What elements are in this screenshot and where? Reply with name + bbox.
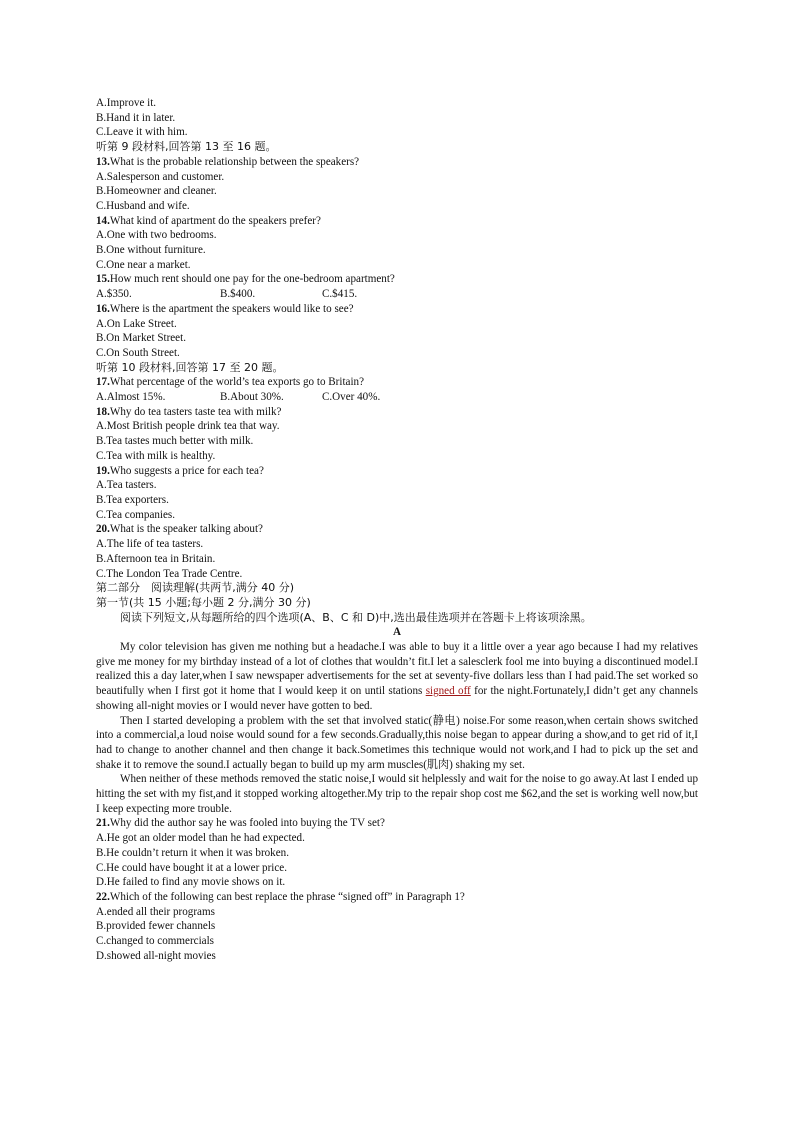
q20-text: What is the speaker talking about? [109,523,263,536]
q13-option-b: B.Homeowner and cleaner. [96,185,217,198]
q19-number: 19. [96,464,110,477]
q18-option-c: C.Tea with milk is healthy. [96,449,216,462]
q17-option-b: B.About 30%. [220,391,284,404]
q22-option-d: D.showed all-night movies [96,949,216,962]
q13-option-c: C.Husband and wife. [96,199,190,212]
section9-instruction: 听第 9 段材料,回答第 13 至 16 题。 [96,140,277,154]
passage-label: A [392,626,401,639]
q18-option-a: A.Most British people drink tea that way. [96,420,280,433]
question-13 [96,155,698,170]
q21-text: Why did the author say he was fooled into buying the TV set? [109,817,385,830]
q15-option-c: C.$415. [322,288,358,301]
q19-text: Who suggests a price for each tea? [109,464,264,477]
q16-text: Where is the apartment the speakers would like to see? [109,302,354,315]
question-14 [96,214,698,229]
q21-number: 21. [96,817,110,830]
q20-option-b: B.Afternoon tea in Britain. [96,552,216,565]
section1-title: 第一节(共 15 小题;每小题 2 分,满分 30 分) [96,595,311,609]
question-20 [96,522,698,537]
part2-title: 第二部分 阅读理解(共两节,满分 40 分) [96,581,295,595]
question-22 [96,890,698,905]
q22-option-a: A.ended all their programs [96,905,215,918]
passage-paragraph-2: Then I started developing a problem with the set that involved static(静电) noise.For some reason,when certain shows switched into a commercial,a loud noise would sound for a few seconds.Gradually,this noise began to appear during a show,and to get rid of it,I had to change to another channel and then change it back.Sometimes this technique would not work,and I had to pick up the set and shake it to remove the sound.I actually began to build up my arm muscles(肌肉) shaking my set. [96,714,698,771]
q20-option-a: A.The life of tea tasters. [96,538,204,551]
q14-number: 14. [96,214,110,227]
q17-text: What percentage of the world’s tea exports go to Britain? [109,376,365,389]
q15-option-b: B.$400. [220,288,256,301]
q12-option-a: A.Improve it. [96,97,157,109]
passage-paragraph-1 [96,640,698,714]
q15-number: 15. [96,273,110,286]
reading-instruction: 阅读下列短文,从每题所给的四个选项(A、B、C 和 D)中,选出最佳选项并在答题卡上将该项涂黑。 [120,610,592,624]
q19-option-c: C.Tea companies. [96,508,176,521]
q16-option-b: B.On Market Street. [96,332,186,345]
q12-option-b: B.Hand it in later. [96,111,176,124]
q18-text: Why do tea tasters taste tea with milk? [109,405,282,418]
q18-number: 18. [96,405,110,418]
q21-option-b: B.He couldn’t return it when it was broken. [96,846,289,859]
q17-option-a: A.Almost 15%. [96,391,166,404]
q16-option-a: A.On Lake Street. [96,317,177,330]
question-19 [96,464,698,479]
q18-option-b: B.Tea tastes much better with milk. [96,435,254,448]
q22-text: Which of the following can best replace the phrase “signed off” in Paragraph 1? [109,890,465,903]
q21-option-d: D.He failed to find any movie shows on it. [96,876,286,889]
q16-option-c: C.On South Street. [96,346,180,359]
q14-text: What kind of apartment do the speakers prefer? [109,214,321,227]
underlined-phrase: signed off [425,685,471,698]
q12-option-c: C.Leave it with him. [96,126,188,139]
q21-option-a: A.He got an older model than he had expected. [96,832,305,845]
q17-options [96,390,698,405]
exam-page [96,96,698,963]
q13-number: 13. [96,155,110,168]
q15-text: How much rent should one pay for the one-bedroom apartment? [109,273,395,286]
q16-number: 16. [96,302,110,315]
q17-number: 17. [96,376,110,389]
q14-option-c: C.One near a market. [96,258,191,271]
q14-option-b: B.One without furniture. [96,244,206,257]
question-16 [96,302,698,317]
q14-option-a: A.One with two bedrooms. [96,229,217,242]
q15-options [96,287,698,302]
q13-text: What is the probable relationship between the speakers? [109,155,360,168]
q20-number: 20. [96,523,110,536]
q15-option-a: A.$350. [96,288,132,301]
question-21 [96,816,698,831]
question-15 [96,272,698,287]
section10-instruction: 听第 10 段材料,回答第 17 至 20 题。 [96,360,284,374]
q13-option-a: A.Salesperson and customer. [96,170,225,183]
q20-option-c: C.The London Tea Trade Centre. [96,567,243,580]
q22-option-b: B.provided fewer channels [96,920,216,933]
question-18 [96,405,698,420]
p1-text-before: My color television has given me nothing but a headache.I was able to buy it a little over a year ago because I had my relatives give me money for my birthday instead of a lot of clothes that wouldn’t fit.I let a salesclerk fool me into buying a discontinued model.I realized this a day later,when I saw newspaper advertisements for the set at seventy-five dollars less than I had paid.The set worked so beautifully when I first got it home that I would keep it on until stations [96,641,698,698]
q17-option-c: C.Over 40%. [322,391,381,404]
p1-text-after: for the night.Fortunately,I didn’t get any channels showing all-night movies or I would never have gotten to bed. [96,685,698,712]
q22-option-c: C.changed to commercials [96,935,214,948]
passage-a [96,640,698,816]
question-17 [96,375,698,390]
q21-option-c: C.He could have bought it at a lower price. [96,861,287,874]
passage-paragraph-3: When neither of these methods removed the static noise,I would sit helplessly and wait for the noise to go away.At last I ended up hitting the set with my fist,and it stopped working altogether.My trip to the repair shop cost me $62,and the set is working well now,but I keep expecting more trouble. [96,773,698,815]
q22-number: 22. [96,890,110,903]
q19-option-b: B.Tea exporters. [96,493,169,506]
q19-option-a: A.Tea tasters. [96,479,157,492]
